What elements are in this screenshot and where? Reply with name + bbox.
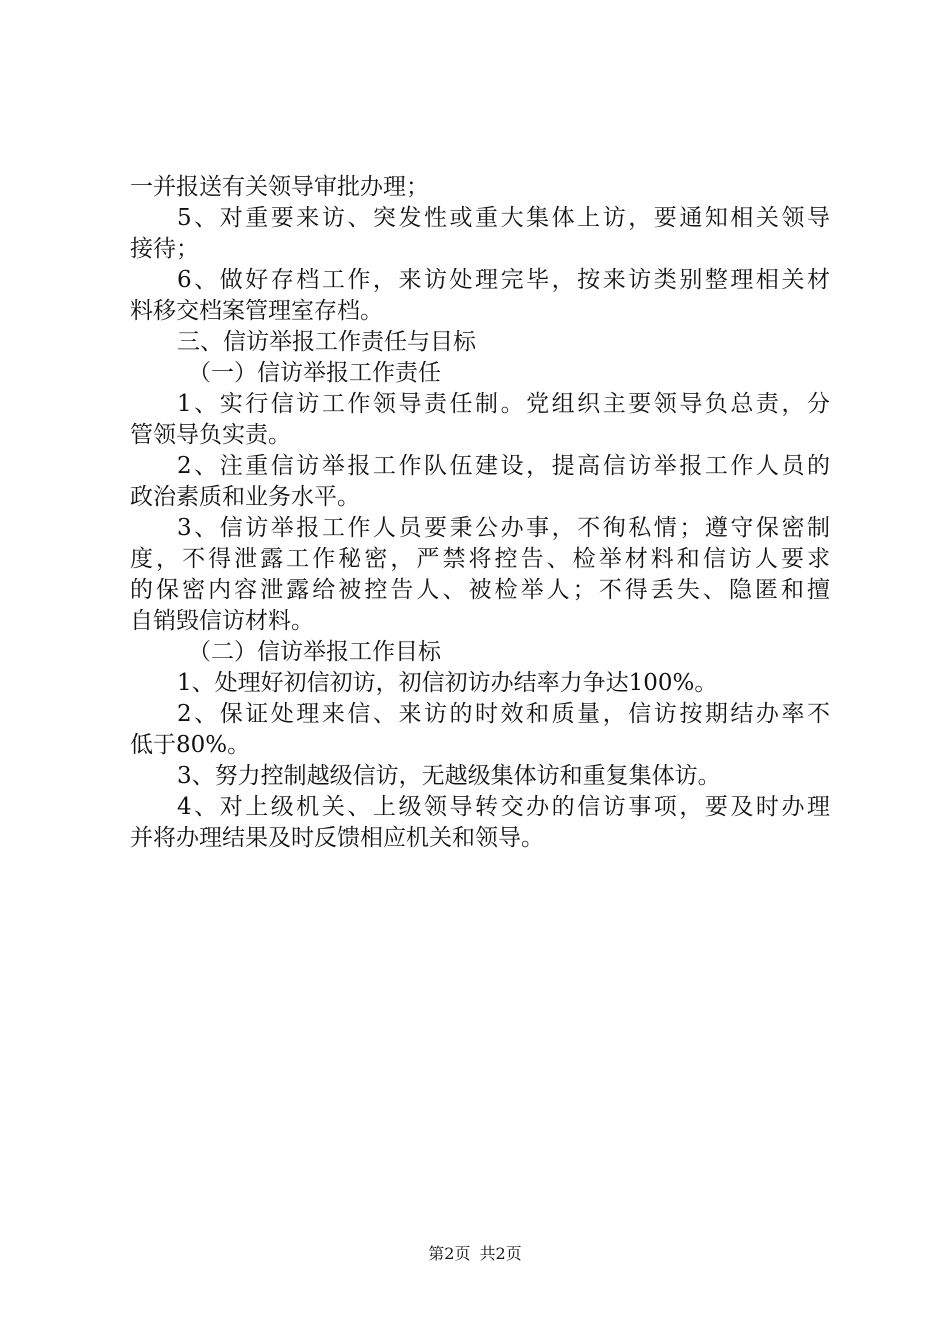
page-number: 第2页 (428, 1244, 471, 1263)
text-line: 政治素质和业务水平。 (130, 484, 360, 510)
text-line: 接待； (130, 236, 199, 262)
text-line: 3、信访举报工作人员要秉公办事，不徇私情；遵守保密制 (177, 515, 830, 541)
document-body (130, 172, 830, 854)
text-line: 管领导负实责。 (130, 422, 291, 448)
text-line: 2、注重信访举报工作队伍建设，提高信访举报工作人员的 (177, 453, 830, 479)
text-line: 3、努力控制越级信访，无越级集体访和重复集体访。 (177, 763, 721, 789)
page-footer (0, 1244, 950, 1264)
text-line: 一并报送有关领导审批办理； (130, 174, 429, 200)
subsection-heading: （一）信访举报工作责任 (188, 360, 441, 386)
text-line: 6、做好存档工作，来访处理完毕，按来访类别整理相关材 (177, 267, 830, 293)
text-line: 5、对重要来访、突发性或重大集体上访，要通知相关领导 (177, 205, 830, 231)
text-line: 2、保证处理来信、来访的时效和质量，信访按期结办率不 (177, 701, 830, 727)
text-line: 的保密内容泄露给被控告人、被检举人；不得丢失、隐匿和擅 (130, 577, 830, 603)
text-line: 并将办理结果及时反馈相应机关和领导。 (130, 825, 544, 851)
text-line: 1、实行信访工作领导责任制。党组织主要领导负总责，分 (177, 391, 830, 417)
text-line: 自销毁信访材料。 (130, 608, 314, 634)
text-line: 度，不得泄露工作秘密，严禁将控告、检举材料和信访人要求 (130, 546, 830, 572)
page-total: 共2页 (479, 1244, 522, 1263)
text-line: 4、对上级机关、上级领导转交办的信访事项，要及时办理 (177, 794, 830, 820)
section-heading: 三、信访举报工作责任与目标 (177, 329, 476, 355)
text-line: 1、处理好初信初访，初信初访办结率力争达100%。 (177, 670, 718, 696)
text-line: 料移交档案管理室存档。 (130, 298, 383, 324)
subsection-heading: （二）信访举报工作目标 (188, 639, 441, 665)
text-line: 低于80%。 (130, 732, 251, 758)
